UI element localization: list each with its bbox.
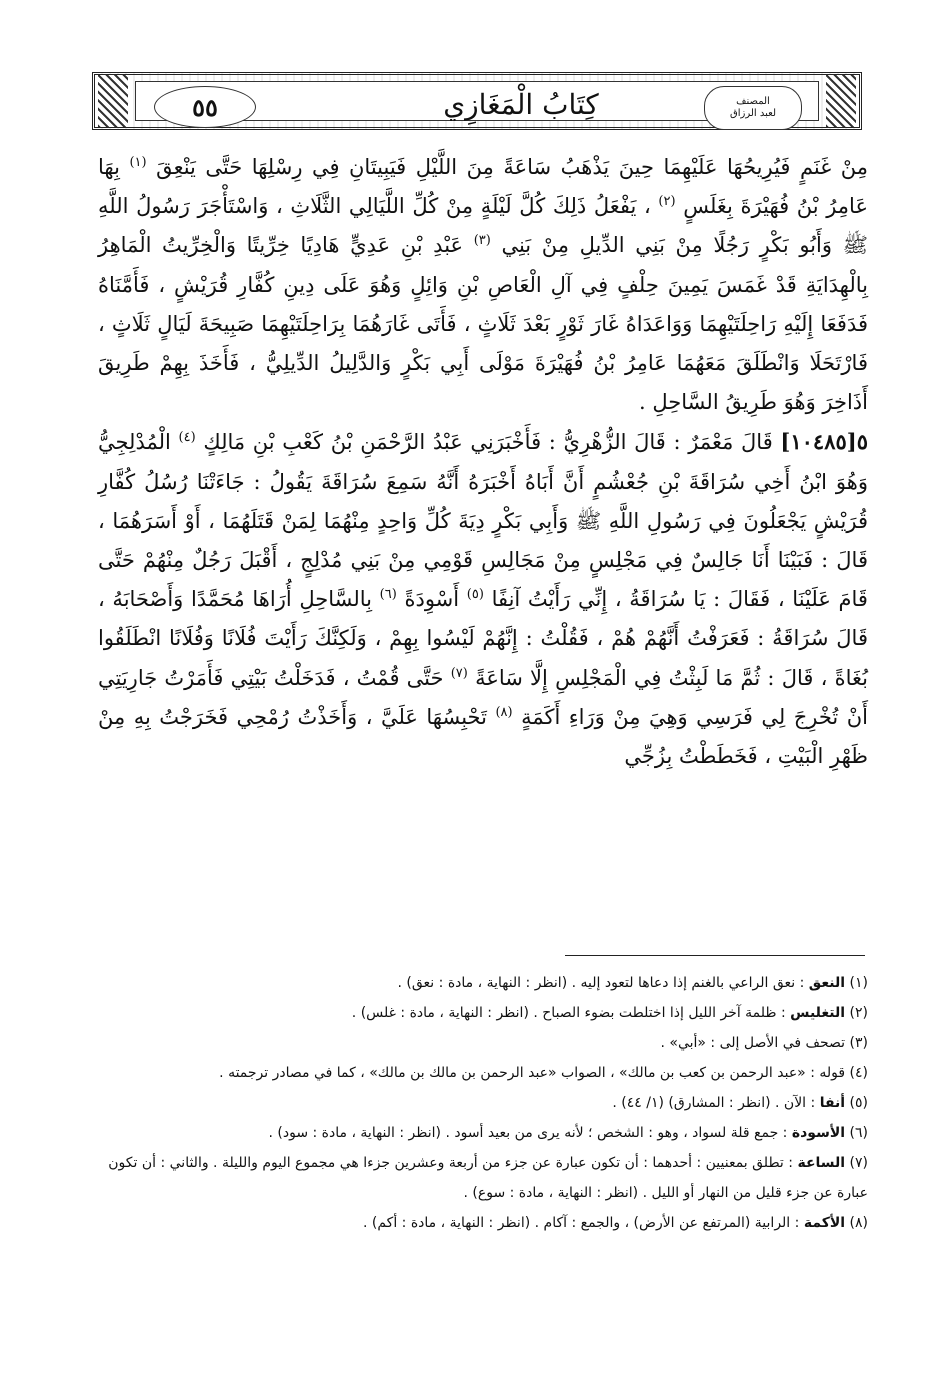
text-run: مِنْ غَنَمٍ فَيُرِيحُهَا عَلَيْهِمَا حِينَ يَذْهَبُ سَاعَةً مِنَ اللَّيْلِ فَيَبِيتَانِ فِي رِسْلِهَا حَتَّى يَنْعِقَ: [156, 155, 868, 179]
footnote-ref: (٦): [379, 587, 397, 603]
footnote-text: : ظلمة آخر الليل إذا اختلطت بضوء الصباح . (انظر : النهاية ، مادة : غلس) .: [351, 1005, 786, 1021]
footnote-ref: (٣): [473, 233, 491, 249]
footnote-5: [98, 1088, 868, 1118]
footnotes: [98, 968, 868, 1238]
footnote-number: (٤): [849, 1065, 868, 1081]
text-run: قَالَ مَعْمَرٌ : قَالَ الزُّهْرِيُّ : فَأَخْبَرَنِي عَبْدُ الرَّحْمَنِ بْنُ كَعْبِ بْنِ مَالِكٍ: [203, 430, 773, 455]
text-run: بِالسَّاحِلِ أُرَاهَا مُحَمَّدًا وَأَصْحَابَهُ ، قَالَ سُرَاقَةُ : فَعَرَفْتُ أَنَّهُمْ هُمْ ، فَقُلْتُ : إِنَّهُمْ لَيْسُوا بِهِمْ ، وَلَكِنَّكَ رَأَيْتَ فُلَانًا وَفُلَانًا انْطَلَقُوا بُغَاةً ، قَالَ : ثُمَّ مَا لَبِثْتُ فِي الْمَجْلِسِ إِلَّا سَاعَةً: [98, 587, 868, 690]
text-run: عَبْدِ بْنِ عَدِيٍّ هَادِيًا خِرِّيتًا وَالْخِرِّيتُ الْمَاهِرُ بِالْهِدَايَةِ قَدْ غَمَسَ يَمِينَ حِلْفٍ فِي آلِ الْعَاصِ بْنِ وَائِلٍ وَهُوَ عَلَى دِينِ كُفَّارِ قُرَيْشٍ ، فَأَمَّنَاهُ فَدَفَعَا إِلَيْهِ رَاحِلَتَيْهِمَا وَوَاعَدَاهُ غَارَ ثَوْرٍ بَعْدَ ثَلَاثٍ ، فَأَتَى غَارَهُمَا بِرَاحِلَتَيْهِمَا صَبِيحَةَ لَيَالٍ ثَلَاثٍ ، فَارْتَحَلَا وَانْطَلَقَ مَعَهُمَا عَامِرُ بْنُ فُهَيْرَةَ مَوْلَى أَبِي بَكْرٍ وَالدَّلِيلُ الدِّيلِيُّ ، فَأَخَذَ بِهِمْ طَرِيقَ أَذَاخِرَ وَهُوَ طَرِيقُ السَّاحِلِ .: [98, 233, 868, 415]
footnote-ref: (٤): [178, 430, 196, 446]
footnote-4: [98, 1058, 868, 1088]
footnote-text: تصحف في الأصل إلى : «أبي» .: [660, 1035, 846, 1051]
text-run: بِهَا عَامِرُ بْنُ فُهَيْرَةَ بِغَلَسٍ: [98, 155, 868, 219]
text-run: تَحْبِسُهَا عَلَيَّ ، وَأَخَذْتُ رُمْحِي فَخَرَجْتُ بِهِ مِنْ ظَهْرِ الْبَيْتِ ، فَخَطَطْتُ بِزُجِّي: [98, 704, 868, 769]
footnote-2: [98, 998, 868, 1028]
footnote-ref: (٥): [466, 587, 484, 603]
footnote-ref: (٢): [658, 194, 676, 210]
logo-line-2: لعبد الرزاق: [729, 108, 777, 119]
paragraph-continuation: [98, 148, 868, 422]
footnote-6: [98, 1118, 868, 1148]
hadith-paragraph: [98, 422, 868, 776]
footnote-3: [98, 1028, 868, 1058]
footnote-text: قوله : «عبد الرحمن بن كعب بن مالك» ، الصواب «عبد الرحمن بن مالك بن مالك» ، كما في مصادر ترجمته .: [219, 1065, 846, 1081]
page-number: ٥٥: [154, 86, 256, 128]
footnote-ref: (١): [129, 155, 147, 170]
main-text: [98, 148, 868, 776]
footnote-term: التغليس: [790, 1005, 846, 1021]
footnote-number: (٦): [849, 1125, 868, 1141]
footnote-number: (١): [849, 975, 868, 991]
header-frame: [135, 81, 819, 121]
footnote-number: (٣): [849, 1035, 868, 1051]
text-run: حَتَّى قُمْتُ ، فَدَخَلْتُ بَيْتِي فَأَمَرْتُ جَارِيَتِي أَنْ تُخْرِجَ لِي فَرَسِي وَهِيَ مِنْ وَرَاءِ أَكَمَةٍ: [98, 665, 868, 729]
footnote-text: : الآن . (انظر : المشارق) (١/ ٤٤) .: [612, 1095, 816, 1111]
footnote-divider: [565, 955, 865, 956]
footnote-term: النعق: [808, 975, 846, 991]
footnote-7: [98, 1148, 868, 1208]
footnote-term: أنفا: [819, 1095, 846, 1111]
footnote-text: : نعق الراعي بالغنم إذا دعاها لتعود إليه . (انظر : النهاية ، مادة : نعق) .: [397, 975, 805, 991]
text-run: الْمُدْلِجِيُّ وَهُوَ ابْنُ أَخِي سُرَاقَةَ بْنِ جُعْشُمٍ أَنَّ أَبَاهُ أَخْبَرَهُ أَنَّهُ سَمِعَ سُرَاقَةَ يَقُولُ : جَاءَتْنَا رُسُلُ كُفَّارِ قُرَيْشٍ يَجْعَلُونَ فِي رَسُولِ اللَّهِ ﷺ وَأَبِي بَكْرٍ دِيَةَ كُلِّ وَاحِدٍ مِنْهُمَا لِمَنْ قَتَلَهُمَا ، أَوْ أَسَرَهُمَا ، قَالَ : فَبَيْنَا أَنَا جَالِسٌ فِي مَجْلِسٍ مِنْ مَجَالِسِ قَوْمِي مِنْ بَنِي مُدْلِجٍ ، أَقْبَلَ رَجُلٌ مِنْهُمْ حَتَّى قَامَ عَلَيْنَا ، فَقَالَ : يَا سُرَاقَةُ ، إِنِّي رَأَيْتُ آنِفًا: [98, 430, 868, 612]
ornament-left: [98, 75, 128, 127]
running-title: كِتَابُ الْمَغَازِي: [443, 88, 599, 121]
footnote-term: الأكمة: [803, 1215, 846, 1231]
footnote-text: : الرابية (المرتفع عن الأرض) ، والجمع : آكام . (انظر : النهاية ، مادة : أكم) .: [363, 1215, 800, 1231]
footnote-number: (٢): [849, 1005, 868, 1021]
footnote-ref: (٧): [450, 665, 468, 681]
footnote-term: الساعة: [797, 1155, 846, 1171]
hadith-number: ٥[١٠٤٨٥]: [780, 429, 868, 455]
footnote-ref: (٨): [495, 704, 513, 720]
footnote-number: (٧): [849, 1155, 868, 1171]
logo-line-1: المصنف: [736, 96, 770, 107]
text-run: ، يَفْعَلُ ذَلِكَ كُلَّ لَيْلَةٍ مِنْ كُلِّ اللَّيَالِي الثَّلَاثِ ، وَاسْتَأْجَرَ رَسُولُ اللَّهِ ﷺ وَأَبُو بَكْرٍ رَجُلًا مِنْ بَنِي الدِّيلِ مِنْ بَنِي: [98, 194, 868, 258]
footnote-number: (٨): [849, 1215, 868, 1231]
footnote-term: الأسودة: [791, 1125, 846, 1141]
footnote-number: (٥): [849, 1095, 868, 1111]
footnote-text: : جمع قلة لسواد ، وهو : الشخص ؛ لأنه يرى من بعيد أسود . (انظر : النهاية ، مادة : سود) .: [268, 1125, 788, 1141]
footnote-1: [98, 968, 868, 998]
text-run: أَسْوِدَةً: [404, 587, 460, 612]
ornament-right: [826, 75, 856, 127]
book-logo: [704, 86, 802, 130]
footnote-text: : تطلق بمعنيين : أحدهما : أن تكون عبارة عن جزء من أربعة وعشرين جزءا هي مجموع اليوم والليلة . والثاني : أن تكون عبارة عن جزء قليل من النهار أو الليل . (انظر : النهاية ، مادة : سوع) .: [108, 1155, 868, 1201]
page-header: [92, 72, 862, 130]
footnote-8: [98, 1208, 868, 1238]
